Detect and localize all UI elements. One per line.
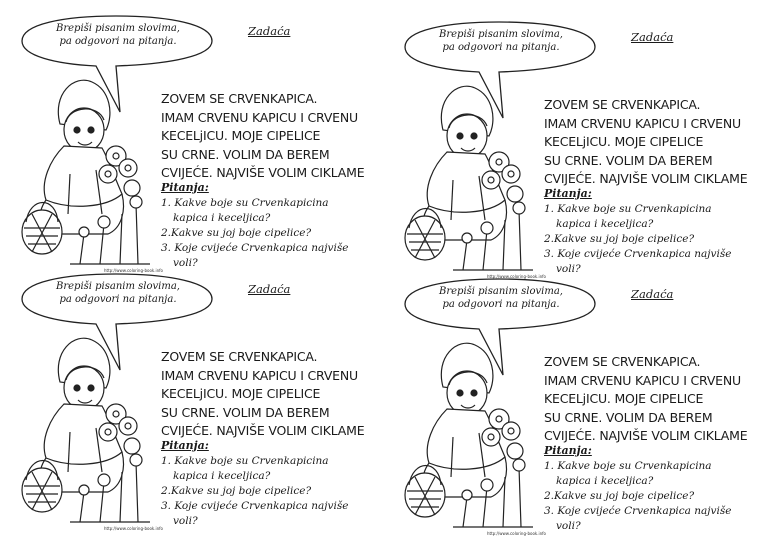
bubble-line-2: pa odgovori na pitanja. bbox=[442, 299, 560, 310]
image-credit: http://www.coloring-book.info bbox=[104, 526, 163, 531]
story-line: ZOVEM SE CRVENKAPICA. bbox=[544, 354, 701, 369]
story-line: KECELjICU. MOJE CIPELICE bbox=[544, 391, 704, 406]
question-1-cont: kapica i kecelјica? bbox=[556, 475, 654, 487]
story-line: CVIJEĆE. NAJVIŠE VOLIM CIKLAME bbox=[161, 165, 365, 180]
worksheet-card bbox=[0, 272, 380, 540]
bubble-text bbox=[411, 28, 591, 54]
story-line: CVIJEĆE. NAJVIŠE VOLIM CIKLAME bbox=[544, 171, 748, 186]
story-text bbox=[544, 96, 764, 189]
question-3: 3. Koje cvijeće Crvenkapica najviše bbox=[544, 505, 732, 517]
questions-heading: Pitanja: bbox=[161, 181, 209, 194]
bubble-text bbox=[28, 22, 208, 48]
bubble-text bbox=[28, 280, 208, 306]
red-riding-hood-illustration bbox=[393, 327, 543, 537]
image-credit: http://www.coloring-book.info bbox=[104, 268, 163, 273]
bubble-line-2: pa odgovori na pitanja. bbox=[442, 42, 560, 53]
question-3-cont: voli? bbox=[556, 520, 581, 532]
question-1: 1. Kakve boje su Crvenkapicina bbox=[161, 197, 329, 209]
question-3-cont: voli? bbox=[173, 515, 198, 527]
question-3: 3. Koje cvijeće Crvenkapica najviše bbox=[161, 242, 349, 254]
question-2: 2.Kakve su joj boje cipelice? bbox=[544, 233, 695, 245]
story-line: CVIJEĆE. NAJVIŠE VOLIM CIKLAME bbox=[544, 428, 748, 443]
question-2: 2.Kakve su joj boje cipelice? bbox=[161, 227, 312, 239]
homework-title: Zadaća bbox=[248, 24, 291, 38]
bubble-line-2: pa odgovori na pitanja. bbox=[59, 36, 177, 47]
worksheet-card bbox=[383, 277, 763, 545]
question-3: 3. Koje cvijeće Crvenkapica najviše bbox=[544, 248, 732, 260]
bubble-line-1: Brepiši pisanim slovima, bbox=[439, 286, 563, 297]
story-line: SU CRNE. VOLIM DA BEREM bbox=[544, 152, 713, 168]
question-1: 1. Kakve boje su Crvenkapicina bbox=[161, 455, 329, 467]
red-riding-hood-illustration bbox=[10, 322, 160, 532]
story-line: SU CRNE. VOLIM DA BEREM bbox=[161, 146, 330, 162]
story-text bbox=[544, 353, 764, 446]
story-line: KECELjICU. MOJE CIPELICE bbox=[544, 134, 704, 149]
bubble-line-2: pa odgovori na pitanja. bbox=[59, 294, 177, 305]
story-line: KECELjICU. MOJE CIPELICE bbox=[161, 386, 321, 401]
red-riding-hood-illustration bbox=[10, 64, 160, 274]
questions-heading: Pitanja: bbox=[544, 187, 592, 200]
story-line: IMAM CRVENU KAPICU I CRVENU bbox=[161, 367, 358, 383]
story-line: SU CRNE. VOLIM DA BEREM bbox=[161, 404, 330, 420]
question-1: 1. Kakve boje su Crvenkapicina bbox=[544, 203, 712, 215]
question-3: 3. Koje cvijeće Crvenkapica najviše bbox=[161, 500, 349, 512]
story-line: IMAM CRVENU KAPICU I CRVENU bbox=[544, 115, 741, 131]
question-3-cont: voli? bbox=[556, 263, 581, 275]
questions-list bbox=[544, 459, 759, 534]
story-text bbox=[161, 90, 381, 183]
image-credit: http://www.coloring-book.info bbox=[487, 274, 546, 279]
question-2: 2.Kakve su joj boje cipelice? bbox=[544, 490, 695, 502]
questions-heading: Pitanja: bbox=[544, 444, 592, 457]
question-1-cont: kapica i kecelјica? bbox=[173, 212, 271, 224]
question-2: 2.Kakve su joj boje cipelice? bbox=[161, 485, 312, 497]
questions-list bbox=[161, 454, 376, 529]
homework-title: Zadaća bbox=[631, 287, 674, 301]
story-line: SU CRNE. VOLIM DA BEREM bbox=[544, 409, 713, 425]
story-line: ZOVEM SE CRVENKAPICA. bbox=[161, 349, 318, 364]
story-line: ZOVEM SE CRVENKAPICA. bbox=[544, 97, 701, 112]
image-credit: http://www.coloring-book.info bbox=[487, 531, 546, 536]
bubble-line-1: Brepiši pisanim slovima, bbox=[56, 23, 180, 34]
question-3-cont: voli? bbox=[173, 257, 198, 269]
bubble-line-1: Brepiši pisanim slovima, bbox=[439, 29, 563, 40]
story-line: KECELjICU. MOJE CIPELICE bbox=[161, 128, 321, 143]
questions-list bbox=[161, 196, 376, 271]
homework-title: Zadaća bbox=[631, 30, 674, 44]
question-1: 1. Kakve boje su Crvenkapicina bbox=[544, 460, 712, 472]
worksheet-card bbox=[0, 14, 380, 282]
questions-list bbox=[544, 202, 759, 277]
worksheet-card bbox=[383, 20, 763, 288]
story-line: CVIJEĆE. NAJVIŠE VOLIM CIKLAME bbox=[161, 423, 365, 438]
story-text bbox=[161, 348, 381, 441]
questions-heading: Pitanja: bbox=[161, 439, 209, 452]
bubble-line-1: Brepiši pisanim slovima, bbox=[56, 281, 180, 292]
red-riding-hood-illustration bbox=[393, 70, 543, 280]
question-1-cont: kapica i kecelјica? bbox=[556, 218, 654, 230]
bubble-text bbox=[411, 285, 591, 311]
story-line: IMAM CRVENU KAPICU I CRVENU bbox=[544, 372, 741, 388]
homework-title: Zadaća bbox=[248, 282, 291, 296]
story-line: IMAM CRVENU KAPICU I CRVENU bbox=[161, 109, 358, 125]
question-1-cont: kapica i kecelјica? bbox=[173, 470, 271, 482]
story-line: ZOVEM SE CRVENKAPICA. bbox=[161, 91, 318, 106]
